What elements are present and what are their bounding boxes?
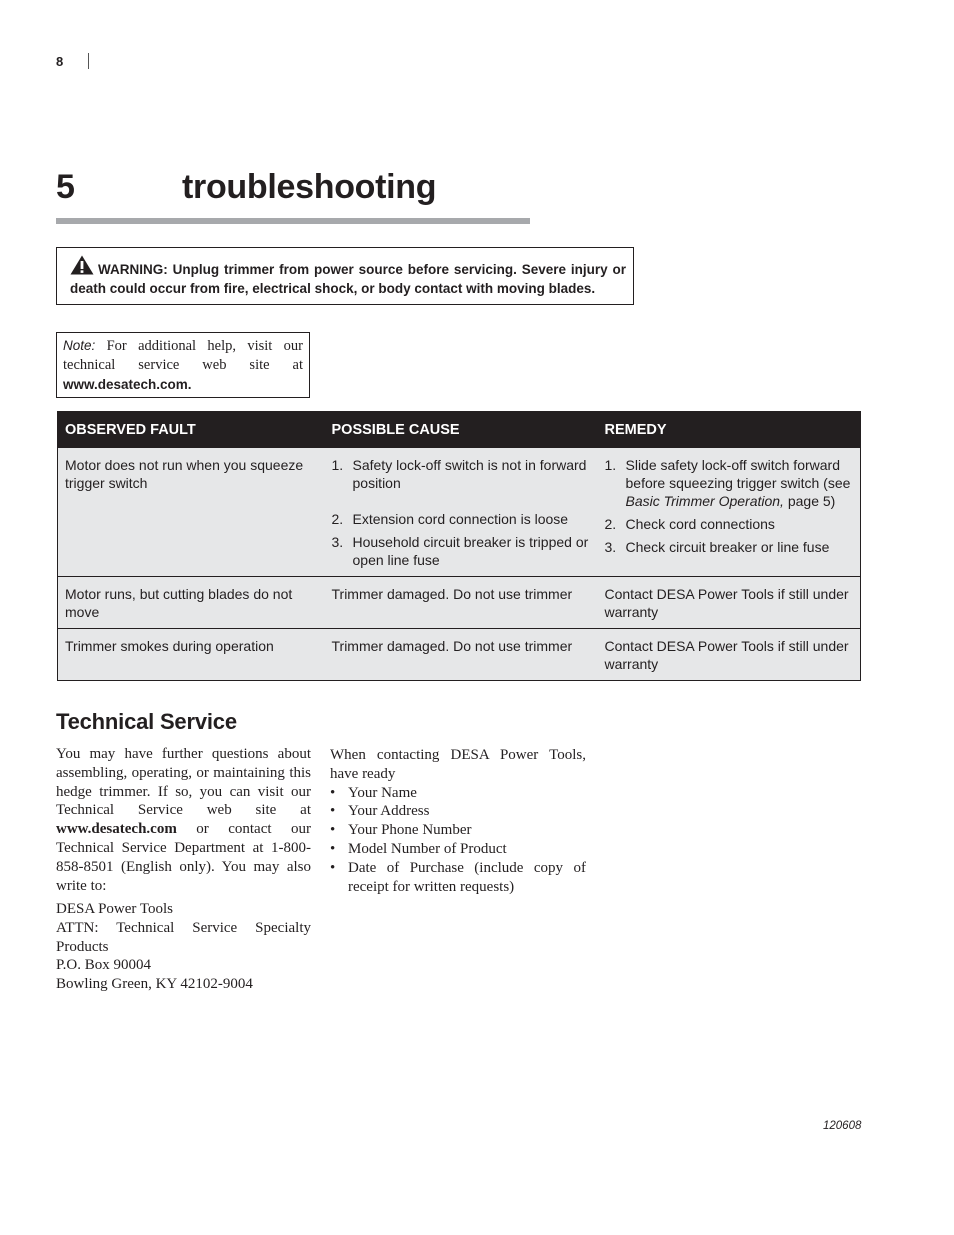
contact-intro: When contacting DESA Power Tools, have ready bbox=[330, 747, 586, 782]
mailing-address bbox=[56, 900, 311, 994]
chapter-number: 5 bbox=[56, 168, 75, 206]
warning-triangle-icon bbox=[70, 255, 94, 280]
remedy-cell: Contact DESA Power Tools if still under warranty bbox=[598, 629, 861, 681]
list-item: • Your Phone Number bbox=[330, 822, 472, 839]
contact-checklist bbox=[330, 784, 586, 897]
fault-cell: Motor runs, but cutting blades do not move bbox=[58, 577, 325, 629]
list-item: • Date of Purchase (include copy of receipt for written requests) bbox=[330, 859, 586, 895]
note-url: www.desatech.com. bbox=[63, 377, 192, 392]
remedy-cell: Contact DESA Power Tools if still under warranty bbox=[598, 577, 861, 629]
manual-section-reference: Basic Trimmer Operation, bbox=[625, 493, 784, 509]
list-item: • Your Address bbox=[330, 803, 430, 820]
list-item: • Your Name bbox=[330, 784, 417, 801]
technical-service-paragraph: You may have further questions about assembling, operating, or maintaining this hedge trimmer. If so, you can visit our Technical Service web site at www.desatech.com or contact our Technical Service Department at 1-800-858-8501 (English only). You may also write to: bbox=[56, 746, 311, 894]
address-line: P.O. Box 90004 bbox=[56, 957, 152, 974]
chapter-title-rule bbox=[56, 218, 530, 224]
cause-item: 3. Household circuit breaker is tripped or open line fuse bbox=[331, 534, 589, 568]
chapter-title: troubleshooting bbox=[182, 168, 437, 206]
header-observed-fault: OBSERVED FAULT bbox=[58, 412, 325, 448]
note-text: For additional help, visit our technical service web site at bbox=[63, 338, 303, 373]
list-item: • Model Number of Product bbox=[330, 840, 507, 857]
cause-cell: Trimmer damaged. Do not use trimmer bbox=[325, 577, 598, 629]
contact-info-column bbox=[330, 746, 586, 896]
cause-cell bbox=[325, 448, 598, 577]
table-header-row bbox=[58, 412, 861, 448]
remedy-item: 1. Slide safety lock-off switch forward before squeezing trigger switch (see Basic Trimmer Operation, page 5) bbox=[604, 457, 851, 509]
fault-cell: Trimmer smokes during operation bbox=[58, 629, 325, 681]
header-possible-cause: POSSIBLE CAUSE bbox=[325, 412, 598, 448]
technical-service-heading: Technical Service bbox=[56, 709, 237, 734]
website-url: www.desatech.com bbox=[56, 821, 177, 838]
fault-cell: Motor does not run when you squeeze trigger switch bbox=[58, 448, 325, 577]
remedy-item: 3. Check circuit breaker or line fuse bbox=[604, 539, 830, 555]
address-line: ATTN: Technical Service Specialty Products bbox=[56, 919, 311, 955]
page-number-divider bbox=[88, 53, 89, 69]
address-line: Bowling Green, KY 42102-9004 bbox=[56, 976, 253, 993]
document-code: 120608 bbox=[823, 1120, 862, 1132]
table-row bbox=[58, 448, 861, 577]
cause-item: 2. Extension cord connection is loose bbox=[331, 511, 569, 527]
cause-cell: Trimmer damaged. Do not use trimmer bbox=[325, 629, 598, 681]
warning-box bbox=[56, 247, 634, 305]
page-number: 8 bbox=[56, 54, 64, 69]
note-label: Note: bbox=[63, 338, 96, 353]
remedy-item: 2. Check cord connections bbox=[604, 516, 775, 532]
warning-text: WARNING: Unplug trimmer from power source before servicing. Severe injury or death could occur from fire, electrical shock, or body contact with moving blades. bbox=[70, 262, 626, 296]
remedy-cell bbox=[598, 448, 861, 577]
address-line: DESA Power Tools bbox=[56, 901, 174, 917]
cause-item: 1. Safety lock-off switch is not in forward position bbox=[331, 457, 587, 491]
troubleshooting-table bbox=[57, 411, 861, 681]
note-box bbox=[56, 332, 310, 398]
table-row bbox=[58, 629, 861, 681]
table-row bbox=[58, 577, 861, 629]
header-remedy: REMEDY bbox=[598, 412, 861, 448]
